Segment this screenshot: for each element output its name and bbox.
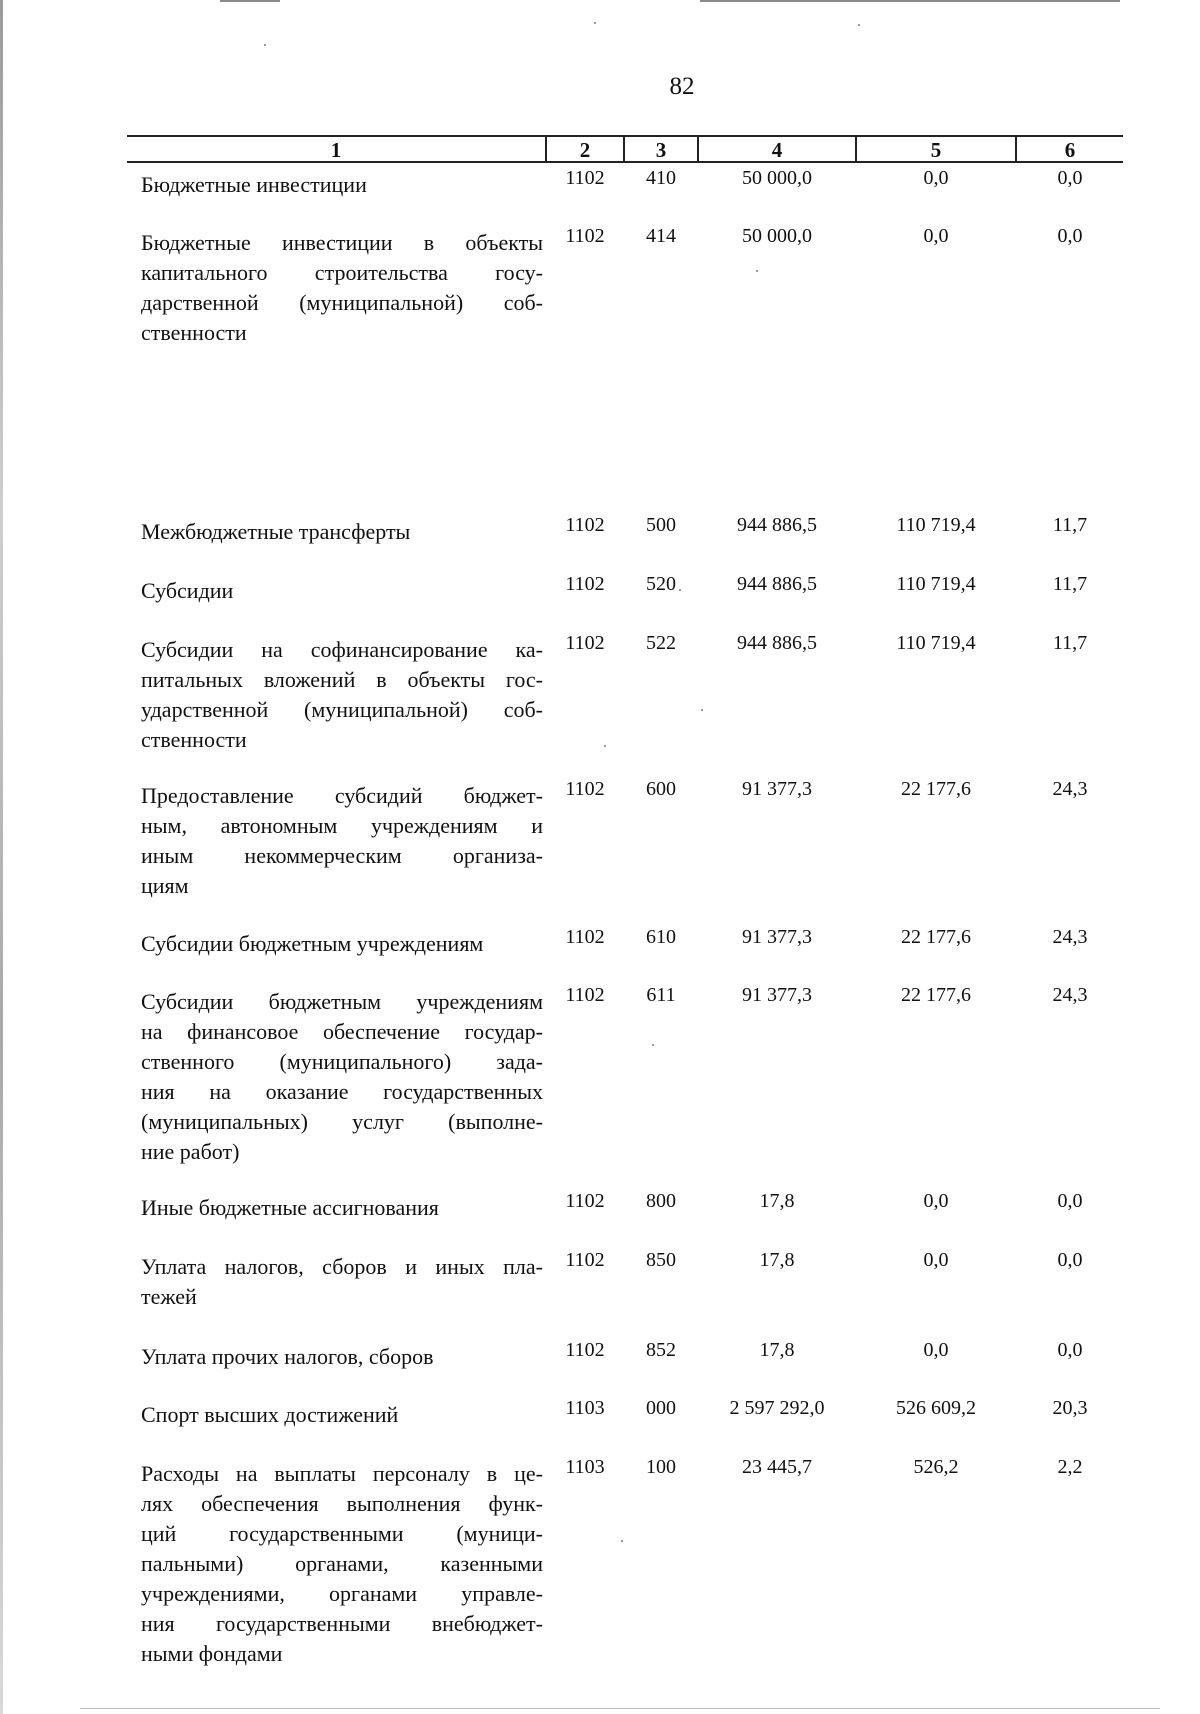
row-description-line: ственного (муниципального) зада- — [141, 1049, 543, 1074]
cell-c4: 17,8 — [759, 1249, 795, 1271]
row-description-line: капитального строительства госу- — [141, 260, 543, 285]
cell-c2: 1102 — [565, 514, 605, 536]
row-description-line: ния государственными внебюджет- — [141, 1611, 543, 1636]
cell-c3: 100 — [646, 1456, 676, 1478]
row-description — [141, 170, 543, 200]
row-description-line: ций государственными (муници- — [141, 1521, 543, 1546]
row-description-line: циям — [141, 873, 189, 898]
row-description — [141, 1193, 543, 1223]
row-description-line: Бюджетные инвестиции — [141, 172, 367, 197]
cell-c6: 0,0 — [1057, 225, 1083, 247]
scan-speck — [594, 22, 596, 24]
cell-c6: 24,3 — [1052, 778, 1088, 800]
cell-c3: 520 — [646, 573, 676, 595]
row-description-line: Субсидии на софинансирование ка- — [141, 637, 543, 662]
cell-c3: 522 — [646, 632, 676, 654]
header-col-4: 4 — [771, 138, 783, 162]
cell-c2: 1102 — [565, 926, 605, 948]
cell-c5: 526,2 — [913, 1456, 959, 1478]
cell-c4: 91 377,3 — [742, 778, 812, 800]
cell-c6: 11,7 — [1052, 632, 1088, 654]
cell-c6: 0,0 — [1057, 167, 1083, 189]
header-col-2: 2 — [579, 138, 591, 162]
cell-c5: 22 177,6 — [901, 984, 971, 1006]
cell-c6: 11,7 — [1052, 514, 1088, 536]
row-description-line: ния на оказание государственных — [141, 1079, 543, 1104]
cell-c2: 1102 — [565, 1190, 605, 1212]
header-col-6: 6 — [1064, 138, 1076, 162]
cell-c3: 800 — [646, 1190, 676, 1212]
cell-c2: 1102 — [565, 167, 605, 189]
row-description-line: дарственной (муниципальной) соб- — [141, 290, 543, 315]
row-description — [141, 576, 543, 606]
cell-c4: 91 377,3 — [742, 926, 812, 948]
row-description-line: питальных вложений в объекты гос- — [141, 667, 543, 692]
row-description — [141, 781, 543, 901]
cell-c2: 1102 — [565, 984, 605, 1006]
row-description-line: Субсидии бюджетным учреждениям — [141, 931, 484, 956]
cell-c5: 0,0 — [923, 167, 949, 189]
cell-c3: 852 — [646, 1339, 676, 1361]
row-description-line: тежей — [141, 1284, 197, 1309]
row-description-line: Уплата налогов, сборов и иных пла- — [141, 1254, 543, 1279]
cell-c2: 1103 — [565, 1397, 605, 1419]
row-description — [141, 228, 543, 348]
cell-c2: 1102 — [565, 778, 605, 800]
row-description-line: учреждениями, органами управле- — [141, 1581, 543, 1606]
row-description-line: Бюджетные инвестиции в объекты — [141, 230, 543, 255]
cell-c3: 850 — [646, 1249, 676, 1271]
cell-c5: 0,0 — [923, 1339, 949, 1361]
row-description-line: ственности — [141, 320, 247, 345]
cell-c6: 0,0 — [1057, 1190, 1083, 1212]
row-description-line: Уплата прочих налогов, сборов — [141, 1344, 434, 1369]
cell-c6: 24,3 — [1052, 926, 1088, 948]
scan-speck — [701, 709, 703, 711]
row-description — [141, 1400, 543, 1430]
row-description-line: Предоставление субсидий бюджет- — [141, 783, 543, 808]
header-col-1: 1 — [330, 138, 342, 162]
row-description-line: на финансовое обеспечение государ- — [141, 1019, 543, 1044]
scan-bottom-line — [80, 1708, 1160, 1709]
cell-c4: 91 377,3 — [742, 984, 812, 1006]
row-description — [141, 517, 543, 547]
row-description-line: ственности — [141, 727, 247, 752]
row-description — [141, 1342, 543, 1372]
cell-c6: 2,2 — [1057, 1456, 1083, 1478]
row-description — [141, 635, 543, 755]
cell-c6: 0,0 — [1057, 1249, 1083, 1271]
row-description-line: ударственной (муниципальной) соб- — [141, 697, 543, 722]
cell-c5: 0,0 — [923, 225, 949, 247]
row-description-line: Спорт высших достижений — [141, 1402, 399, 1427]
row-description-line: иным некоммерческим организа- — [141, 843, 543, 868]
cell-c6: 24,3 — [1052, 984, 1088, 1006]
row-description-line: ным, автономным учреждениям и — [141, 813, 543, 838]
cell-c5: 110 719,4 — [896, 514, 976, 536]
header-col-5: 5 — [930, 138, 942, 162]
scan-speck — [652, 1044, 654, 1046]
scan-top-mark — [700, 0, 1120, 2]
scan-top-mark — [220, 0, 280, 2]
scan-speck — [621, 1540, 623, 1542]
row-description-line: Иные бюджетные ассигнования — [141, 1195, 439, 1220]
scan-speck — [604, 745, 606, 747]
cell-c3: 414 — [646, 225, 676, 247]
row-description-line: Субсидии — [141, 578, 234, 603]
cell-c5: 0,0 — [923, 1190, 949, 1212]
row-description-line: ние работ) — [141, 1139, 240, 1164]
scan-speck — [264, 44, 266, 46]
cell-c5: 526 609,2 — [896, 1397, 976, 1419]
row-description-line: пальными) органами, казенными — [141, 1551, 543, 1576]
cell-c6: 11,7 — [1052, 573, 1088, 595]
row-description-line: (муниципальных) услуг (выполне- — [141, 1109, 543, 1134]
cell-c6: 0,0 — [1057, 1339, 1083, 1361]
cell-c2: 1102 — [565, 225, 605, 247]
cell-c3: 500 — [646, 514, 676, 536]
cell-c3: 611 — [646, 984, 676, 1006]
header-col-3: 3 — [655, 138, 667, 162]
cell-c3: 610 — [646, 926, 676, 948]
row-description-line: Межбюджетные трансферты — [141, 519, 411, 544]
row-description-line: Субсидии бюджетным учреждениям — [141, 989, 543, 1014]
cell-c3: 410 — [646, 167, 676, 189]
cell-c2: 1103 — [565, 1456, 605, 1478]
row-description — [141, 987, 543, 1167]
scan-left-edge — [0, 0, 3, 1714]
cell-c2: 1102 — [565, 1339, 605, 1361]
row-description — [141, 1459, 543, 1669]
budget-table — [127, 135, 1123, 1666]
cell-c4: 50 000,0 — [742, 167, 812, 189]
row-description-line: ными фондами — [141, 1641, 283, 1666]
table-header-row — [127, 135, 1123, 163]
cell-c5: 0,0 — [923, 1249, 949, 1271]
cell-c6: 20,3 — [1052, 1397, 1088, 1419]
page-number: 82 — [669, 73, 695, 100]
cell-c4: 2 597 292,0 — [729, 1397, 825, 1419]
cell-c5: 22 177,6 — [901, 926, 971, 948]
cell-c4: 944 886,5 — [737, 573, 817, 595]
cell-c4: 944 886,5 — [737, 632, 817, 654]
cell-c3: 600 — [646, 778, 676, 800]
row-description-line: Расходы на выплаты персоналу в це- — [141, 1461, 543, 1486]
cell-c4: 17,8 — [759, 1339, 795, 1361]
cell-c5: 110 719,4 — [896, 573, 976, 595]
cell-c4: 17,8 — [759, 1190, 795, 1212]
cell-c5: 22 177,6 — [901, 778, 971, 800]
scan-speck — [756, 270, 758, 272]
scan-speck — [858, 24, 860, 26]
cell-c4: 944 886,5 — [737, 514, 817, 536]
cell-c4: 50 000,0 — [742, 225, 812, 247]
row-description — [141, 1252, 543, 1312]
cell-c2: 1102 — [565, 1249, 605, 1271]
cell-c5: 110 719,4 — [896, 632, 976, 654]
cell-c3: 000 — [646, 1397, 676, 1419]
cell-c2: 1102 — [565, 632, 605, 654]
cell-c2: 1102 — [565, 573, 605, 595]
row-description — [141, 929, 543, 959]
row-description-line: лях обеспечения выполнения функ- — [141, 1491, 543, 1516]
cell-c4: 23 445,7 — [742, 1456, 812, 1478]
